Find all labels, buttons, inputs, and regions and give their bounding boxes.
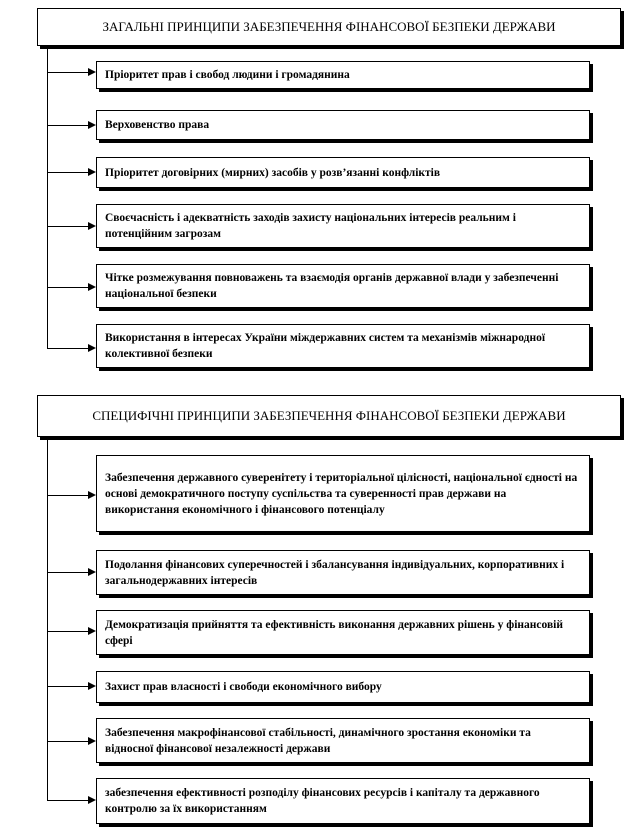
general-arrowhead-5 <box>88 283 96 291</box>
general-arrow-line-4 <box>47 226 91 227</box>
specific-principle-1 <box>96 455 590 532</box>
general-principle-3 <box>96 157 590 188</box>
general-principle-5 <box>96 264 590 308</box>
general-principle-5-text: Чітке розмежування повноважень та взаємодія органів державної влади у забезпеченні національної безпеки <box>105 272 559 300</box>
specific-principles-header <box>37 395 621 437</box>
specific-arrow-line-6 <box>47 800 91 801</box>
general-principle-2 <box>96 110 590 140</box>
specific-arrowhead-5 <box>88 737 96 745</box>
specific-arrow-line-2 <box>47 572 91 573</box>
specific-principle-5-text: Забезпечення макрофінансової стабільності, динамічного зростання економіки та відносної фінансової незалежності держави <box>105 726 531 755</box>
specific-connector-line <box>47 437 48 800</box>
general-principle-3-text: Пріоритет договірних (мирних) засобів у розв’язанні конфліктів <box>105 166 441 179</box>
specific-principles-title: СПЕЦИФІЧНІ ПРИНЦИПИ ЗАБЕЗПЕЧЕННЯ ФІНАНСОВОЇ БЕЗПЕКИ ДЕРЖАВИ <box>92 408 566 423</box>
general-principles-header <box>37 8 621 46</box>
specific-arrowhead-6 <box>88 796 96 804</box>
general-principle-6 <box>96 324 590 368</box>
specific-arrowhead-2 <box>88 568 96 576</box>
general-principle-4 <box>96 204 590 248</box>
specific-arrow-line-4 <box>47 686 91 687</box>
general-arrow-line-1 <box>47 72 91 73</box>
specific-principle-4-text: Захист прав власності і свободи економічного вибору <box>105 681 382 693</box>
general-arrow-line-6 <box>47 348 91 349</box>
general-principle-1-text: Пріоритет прав і свобод людини і громадянина <box>105 69 350 81</box>
general-principles-title: ЗАГАЛЬНІ ПРИНЦИПИ ЗАБЕЗПЕЧЕННЯ ФІНАНСОВОЇ БЕЗПЕКИ ДЕРЖАВИ <box>102 19 556 34</box>
specific-principle-3-text: Демократизація прийняття та ефективність виконання державних рішень у фінансовій сфері <box>105 618 563 647</box>
general-arrowhead-1 <box>88 68 96 76</box>
general-arrow-line-5 <box>47 287 91 288</box>
specific-arrowhead-3 <box>88 627 96 635</box>
general-principle-2-text: Верховенство права <box>105 119 210 131</box>
general-arrowhead-6 <box>88 344 96 352</box>
specific-arrow-line-5 <box>47 741 91 742</box>
specific-principle-2 <box>96 550 590 595</box>
specific-principle-5 <box>96 718 590 763</box>
specific-principle-2-text: Подолання фінансових суперечностей і збалансування індивідуальних, корпоративних і загальнодержавних інтересів <box>105 558 565 587</box>
general-principle-6-text: Використання в інтересах України міждержавних систем та механізмів міжнародної колективної безпеки <box>105 332 546 360</box>
specific-principle-4 <box>96 671 590 703</box>
general-arrow-line-2 <box>47 125 91 126</box>
specific-arrow-line-3 <box>47 631 91 632</box>
general-connector-line <box>47 46 48 348</box>
specific-principle-1-text: Забезпечення державного суверенітету і територіальної цілісності, національної єдності на основі демократичного поступу суспільства та суверенності прав держави на використання економічного і фінансового потенціалу <box>105 471 578 516</box>
specific-principle-3 <box>96 610 590 655</box>
specific-principle-6-text: забезпечення ефективності розподілу фінансових ресурсів і капіталу та державного контролю за їх використанням <box>105 787 540 815</box>
specific-principle-6 <box>96 778 590 824</box>
general-arrowhead-3 <box>88 168 96 176</box>
specific-arrowhead-1 <box>88 491 96 499</box>
general-arrowhead-2 <box>88 121 96 129</box>
general-arrow-line-3 <box>47 172 91 173</box>
specific-arrow-line-1 <box>47 495 91 496</box>
specific-arrowhead-4 <box>88 682 96 690</box>
general-principle-4-text: Своєчасність і адекватність заходів захисту національних інтересів реальним і потенційним загрозам <box>105 212 516 240</box>
general-arrowhead-4 <box>88 222 96 230</box>
general-principle-1 <box>96 61 590 89</box>
